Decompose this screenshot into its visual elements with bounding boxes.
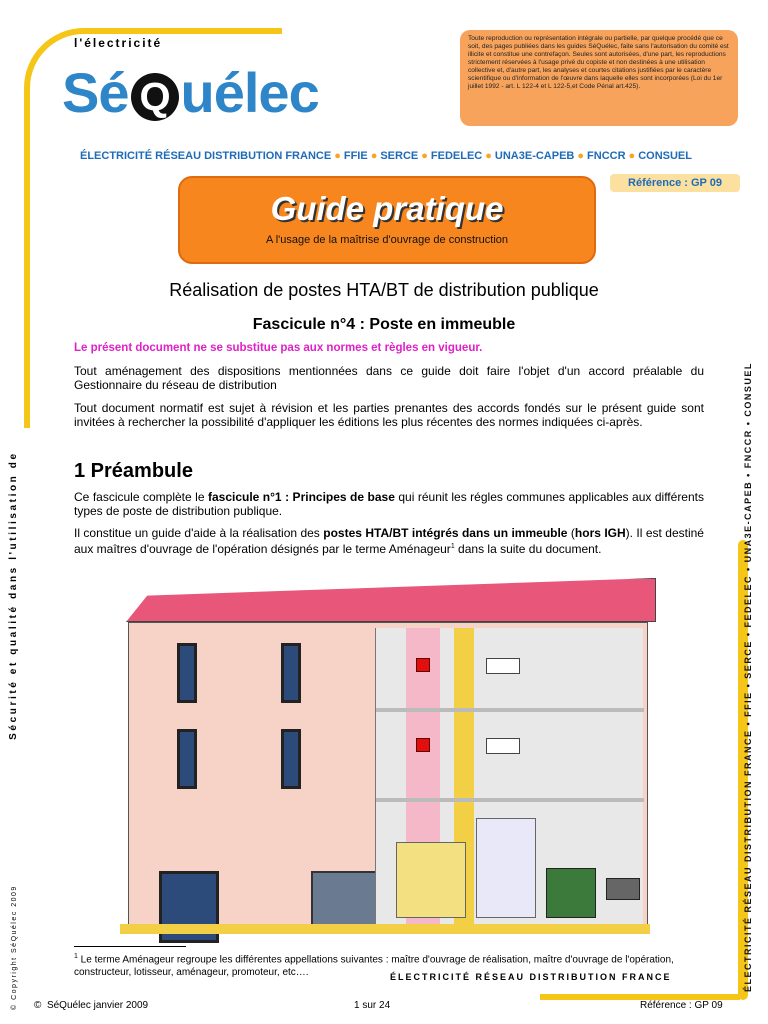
document-title: Réalisation de postes HTA/BT de distribution publique — [169, 280, 599, 300]
meter-icon — [416, 658, 430, 672]
org-erdf: ÉLECTRICITÉ RÉSEAU DISTRIBUTION FRANCE — [80, 150, 332, 162]
footnote-text: Le terme Aménageur regroupe les différentes appellations suivantes : maître d'ouvrage de réalisation, maître d'ouvrage de l'opération, constructeur, lotisseur, aménageur, promoteur, etc…. — [74, 954, 674, 979]
org-una3e: UNA3E-CAPEB — [494, 150, 575, 162]
roof — [126, 578, 656, 622]
guide-banner — [178, 176, 596, 264]
org-serce: SERCE — [380, 150, 419, 162]
transformer-icon — [546, 868, 596, 918]
text-run: ). Il est destiné aux maîtres d'ouvrage de l'opération désignés par le terme Aménageur — [74, 526, 704, 556]
intro-paragraph-1: Tout aménagement des dispositions mentionnées dans ce guide doit faire l'objet d'un accord préalable du Gestionnaire du réseau de distribution — [74, 364, 704, 392]
building-cutaway — [375, 628, 643, 928]
copyright-notice: Toute reproduction ou représentation intégrale ou partielle, par quelque procédé que ce soit, des pages publiées dans les guides SéQuélec, faite sans l'autorisation du comité est illicite et constitue une contrefaçon. Seules sont autorisées, d'une part, les reproductions strictement réservées à l'usage privé du copiste et non destinées à une utilisation collective et, d'autre part, les analyses et courtes citations justifiées par le caractère scientifique ou d'information de l'œuvre dans laquelle elles sont incorporées (Loi du 1er juillet 1992 - art. L 122-4 et L 122-5,et Code Pénal art.425). — [460, 30, 738, 126]
banner-subtitle: A l'usage de la maîtrise d'ouvrage de construction — [265, 234, 509, 246]
text-run-bold: postes HTA/BT intégrés dans un immeuble — [323, 526, 568, 540]
floor-slab — [376, 798, 644, 802]
sequelec-logo — [62, 60, 319, 125]
footnote-ref[interactable]: 1 — [450, 543, 455, 550]
logo-part-1: Sé — [62, 61, 129, 124]
bullet-icon: ● — [577, 150, 585, 162]
floor-slab — [376, 708, 644, 712]
section-paragraph-2 — [74, 526, 704, 556]
reference-box: Référence : GP 09 — [610, 174, 740, 192]
side-text-left — [8, 390, 19, 1010]
text-run: ( — [567, 526, 575, 540]
section-heading: 1 Préambule — [74, 460, 193, 482]
tagline-text: Sécurité et qualité dans l'utilisation de — [8, 451, 19, 740]
warning-text: Le présent document ne se substitue pas aux normes et règles en vigueur. — [74, 342, 483, 354]
bullet-icon: ● — [485, 150, 492, 162]
ground-cable-trench — [120, 924, 650, 934]
window — [281, 643, 301, 703]
distribution-panel — [486, 658, 520, 674]
org-ffie: FFIE — [343, 150, 368, 162]
footer-left — [34, 1000, 148, 1011]
lv-switchboard — [396, 842, 466, 918]
text-run-bold: hors IGH — [574, 526, 626, 540]
logo-q-icon: Q — [131, 73, 179, 121]
text-run: Il constitue un guide d'aide à la réalisation des — [74, 526, 324, 540]
bullet-icon: ● — [421, 150, 428, 162]
meter-icon — [416, 738, 430, 752]
copyright-text: © Copyright SéQuélec 2009 — [11, 885, 18, 1010]
section-paragraph-1 — [74, 490, 704, 518]
window — [177, 643, 197, 703]
footer-left-text: SéQuélec janvier 2009 — [46, 1000, 149, 1011]
text-run: dans la suite du document. — [454, 542, 602, 556]
building-illustration — [120, 578, 650, 938]
side-text-right: ÉLECTRICITÉ RÉSEAU DISTRIBUTION FRANCE • FFIE • SERCE • FEDELEC • UNA3E-CAPEB • FNCCR • CONSUEL — [743, 362, 753, 992]
org-fedelec: FEDELEC — [430, 150, 483, 162]
bullet-icon: ● — [334, 150, 341, 162]
fascicule-title: Fascicule n°4 : Poste en immeuble — [252, 316, 516, 333]
bullet-icon: ● — [628, 150, 636, 162]
org-consuel: CONSUEL — [638, 150, 692, 162]
org-fnccr: FNCCR — [587, 150, 626, 162]
footnote-number: 1 — [74, 953, 78, 960]
banner-title: Guide pratique — [270, 190, 504, 227]
text-run: qui réunit les régles communes applicables aux différents types de poste de distribution publique. — [74, 490, 704, 518]
organisations-row — [80, 150, 692, 162]
logo-part-2: u — [180, 61, 214, 124]
copyright-icon: © — [34, 1000, 42, 1011]
page-number: 1 sur 24 — [354, 1000, 391, 1011]
electrical-cabinet — [311, 871, 377, 929]
distribution-panel — [486, 738, 520, 754]
window — [177, 729, 197, 789]
text-run-bold: fascicule n°1 : Principes de base — [207, 490, 395, 504]
bullet-icon: ● — [370, 150, 378, 162]
logo-top-text: l'électricité — [74, 36, 163, 50]
footnote-separator — [74, 946, 186, 947]
hv-switchgear — [476, 818, 536, 918]
footer-strip: ÉLECTRICITÉ RÉSEAU DISTRIBUTION FRANCE — [390, 972, 672, 982]
window — [281, 729, 301, 789]
text-run: Ce fascicule complète le — [74, 490, 208, 504]
footer-reference: Référence : GP 09 — [640, 1000, 723, 1011]
logo-part-3: élec — [213, 61, 319, 124]
intro-paragraph-2: Tout document normatif est sujet à révision et les parties prenantes des accords fondés sur le présent guide sont invitées à rechercher la possibilité d'appliquer les éditions les plus récentes des normes indiquées ci-après. — [74, 401, 704, 429]
ventilation-grille — [606, 878, 640, 900]
